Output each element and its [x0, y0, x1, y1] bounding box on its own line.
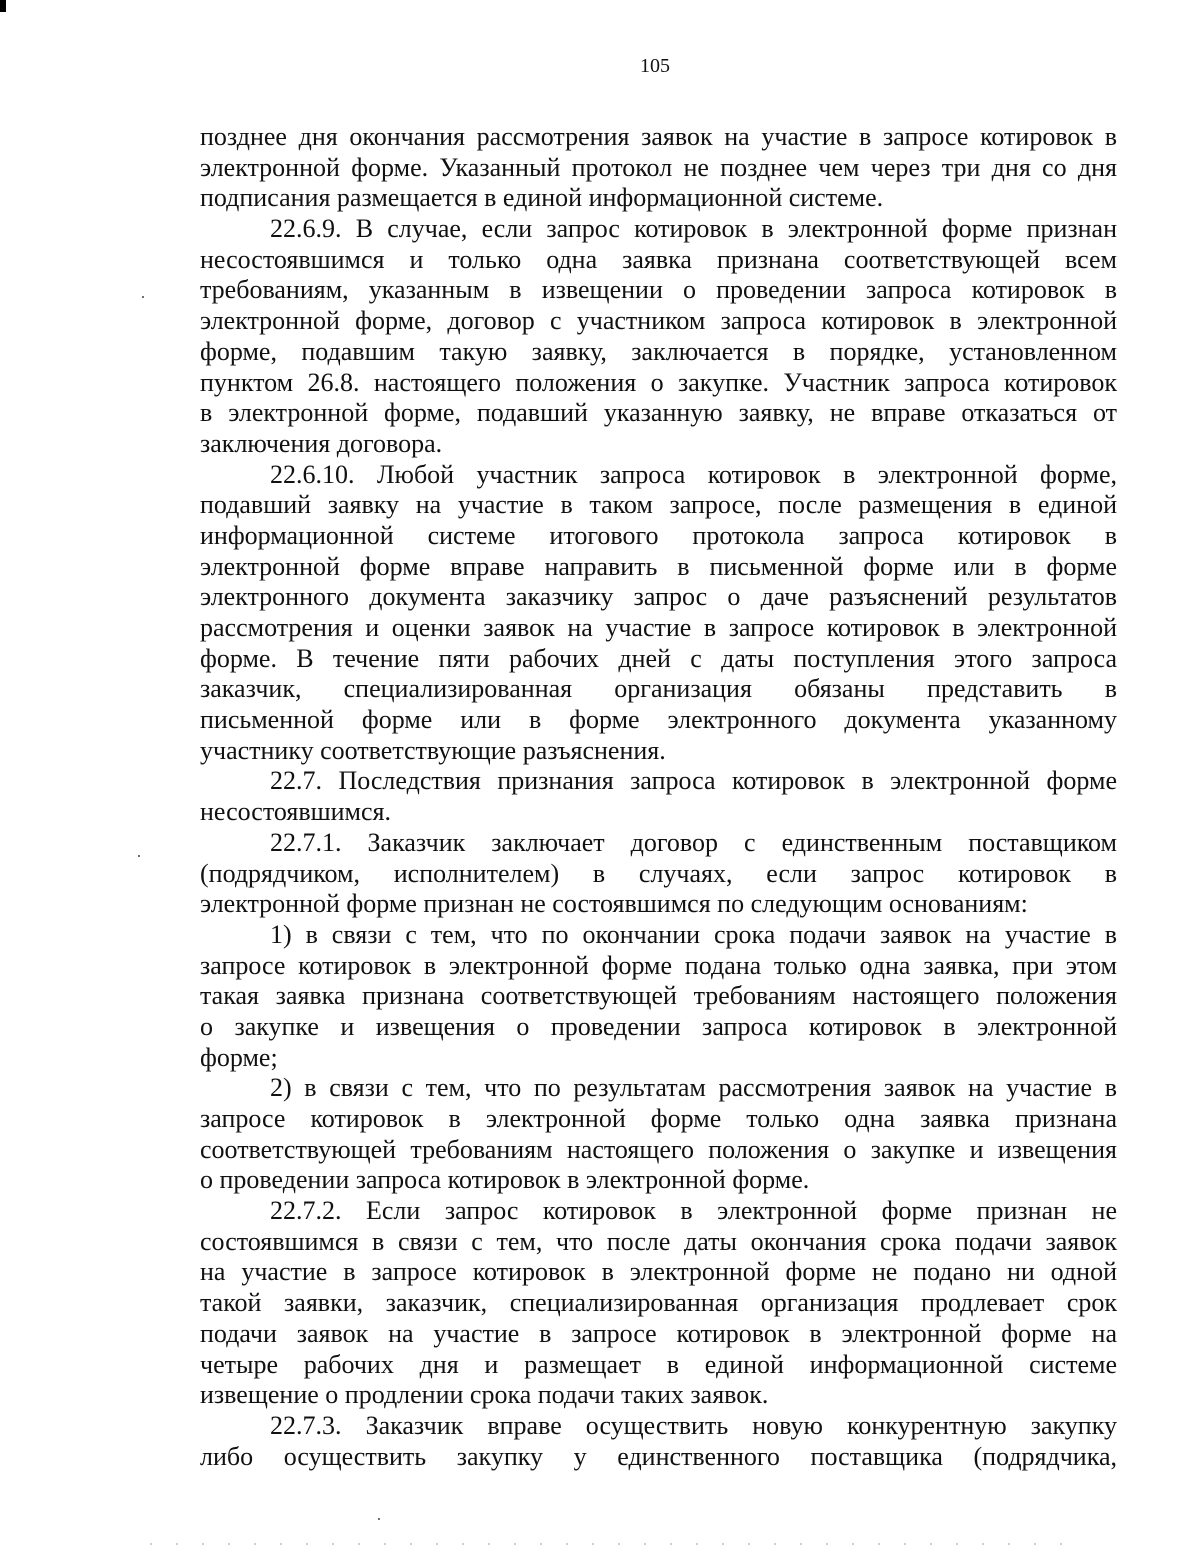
text-line: либо осуществить закупку у единственного поставщика (подрядчика,	[200, 1441, 1117, 1471]
scan-bottom-noise	[150, 1543, 1070, 1545]
text-line: 22.7. Последствия признания запроса котировок в электронной форме	[270, 766, 1117, 796]
text-line: рассмотрения и оценки заявок на участие в запросе котировок в электронной	[200, 613, 1117, 642]
text-line: электронной форме. Указанный протокол не позднее чем через три дня со дня	[200, 152, 1117, 182]
text-line: на участие в запросе котировок в электронной форме не подано ни одной	[200, 1257, 1117, 1287]
scan-speck	[138, 855, 140, 857]
text-line: форме;	[200, 1042, 278, 1072]
document-body	[200, 122, 1117, 1472]
text-line: форме, подавшим такую заявку, заключается в порядке, установленном	[200, 336, 1117, 366]
text-line: 1) в связи с тем, что по окончании срока подачи заявок на участие в	[270, 919, 1117, 949]
scan-speck	[142, 296, 144, 298]
text-line: участнику соответствующие разъяснения.	[200, 735, 666, 765]
text-line: в электронной форме, подавший указанную заявку, не вправе отказаться от	[200, 398, 1117, 428]
text-line: информационной системе итогового протокола запроса котировок в	[200, 520, 1117, 550]
text-line: 22.7.1. Заказчик заключает договор с единственным поставщиком	[270, 827, 1117, 857]
text-line: несостоявшимся.	[200, 797, 391, 827]
text-line: 2) в связи с тем, что по результатам рассмотрения заявок на участие в	[270, 1073, 1117, 1103]
scan-corner-mark	[0, 0, 6, 12]
text-line: состоявшимся в связи с тем, что после даты окончания срока подачи заявок	[200, 1226, 1117, 1256]
text-line: 22.7.3. Заказчик вправе осуществить новую конкурентную закупку	[270, 1410, 1117, 1440]
text-line: такая заявка признана соответствующей требованиям настоящего положения	[200, 981, 1117, 1011]
page-number: 105	[640, 55, 670, 77]
text-line: такой заявки, заказчик, специализированная организация продлевает срок	[200, 1288, 1117, 1318]
text-line: 22.7.2. Если запрос котировок в электронной форме признан не	[270, 1196, 1117, 1226]
text-line: требованиям, указанным в извещении о проведении запроса котировок в	[200, 275, 1117, 305]
text-line: заказчик, специализированная организация обязаны представить в	[200, 674, 1117, 704]
text-line: подавший заявку на участие в таком запросе, после размещения в единой	[200, 490, 1117, 520]
text-line: о закупке и извещения о проведении запроса котировок в электронной	[200, 1011, 1117, 1041]
text-line: подписания размещается в единой информационной системе.	[200, 183, 884, 213]
text-line: несостоявшимся и только одна заявка признана соответствующей всем	[200, 244, 1117, 274]
text-line: запросе котировок в электронной форме подана только одна заявка, при этом	[200, 950, 1117, 980]
text-line: 22.6.9. В случае, если запрос котировок в электронной форме признан	[270, 214, 1117, 244]
text-line: извещение о продлении срока подачи таких заявок.	[200, 1380, 769, 1410]
text-line: о проведении запроса котировок в электронной форме.	[200, 1165, 810, 1195]
text-line: запросе котировок в электронной форме только одна заявка признана	[200, 1104, 1117, 1133]
text-line: форме. В течение пяти рабочих дней с даты поступления этого запроса	[200, 643, 1117, 673]
text-line: заключения договора.	[200, 428, 443, 458]
text-line: позднее дня окончания рассмотрения заявок на участие в запросе котировок в	[200, 122, 1117, 151]
text-line: четыре рабочих дня и размещает в единой информационной системе	[200, 1349, 1117, 1379]
text-line: письменной форме или в форме электронного документа указанному	[200, 705, 1117, 735]
scan-speck	[378, 1518, 380, 1520]
text-line: 22.6.10. Любой участник запроса котировок в электронной форме,	[270, 459, 1117, 489]
text-line: электронной форме, договор с участником запроса котировок в электронной	[200, 306, 1117, 336]
text-line: соответствующей требованиям настоящего положения о закупке и извещения	[200, 1134, 1117, 1164]
text-line: электронного документа заказчику запрос о даче разъяснений результатов	[200, 582, 1117, 612]
text-line: (подрядчиком, исполнителем) в случаях, если запрос котировок в	[200, 858, 1117, 888]
text-line: электронной форме вправе направить в письменной форме или в форме	[200, 551, 1117, 581]
text-line: пунктом 26.8. настоящего положения о закупке. Участник запроса котировок	[200, 367, 1117, 397]
text-line: подачи заявок на участие в запросе котировок в электронной форме на	[200, 1318, 1117, 1348]
text-line: электронной форме признан не состоявшимся по следующим основаниям:	[200, 889, 1028, 919]
